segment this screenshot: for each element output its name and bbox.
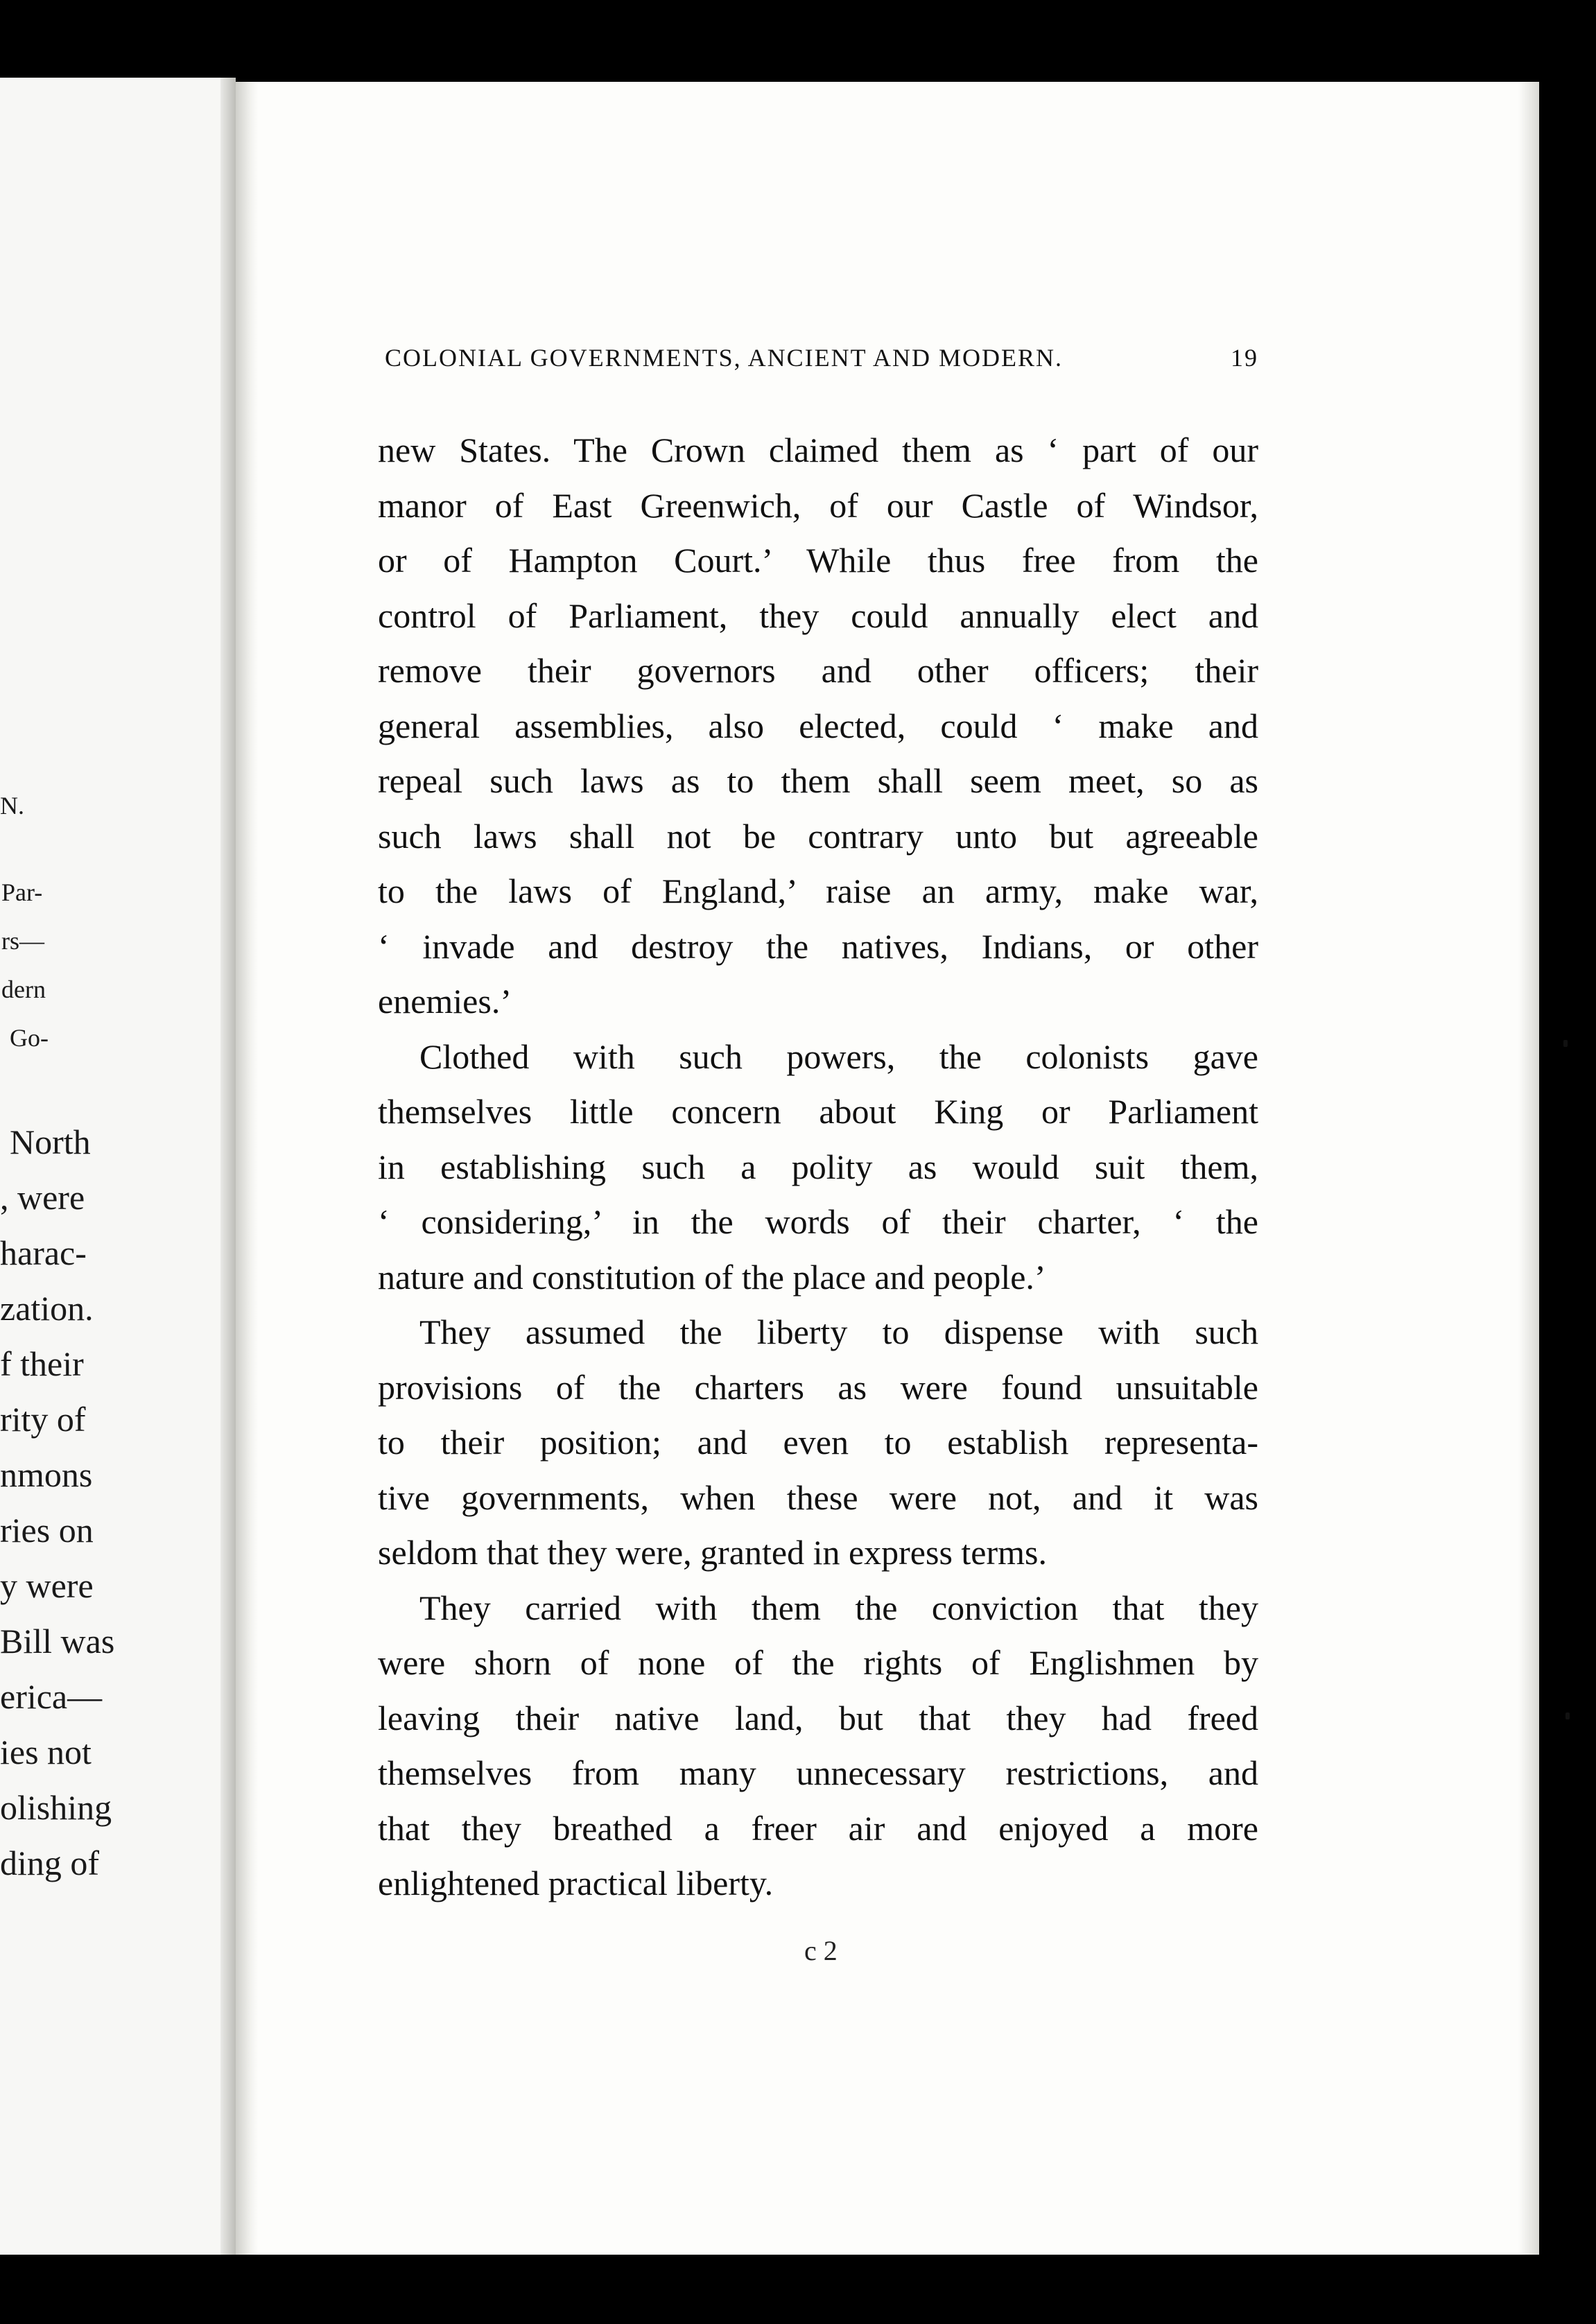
text-line: ‘ invade and destroy the natives, Indians, or other (378, 926, 1258, 966)
page-gutter-shadow (220, 78, 236, 2255)
paragraph (378, 1305, 1258, 1581)
text-line: leaving their native land, but that they had freed (378, 1698, 1258, 1737)
text-line: enlightened practical liberty. (378, 1864, 774, 1902)
facing-fragment: Go- (10, 1024, 49, 1052)
text-line: enemies.’ (378, 982, 512, 1021)
facing-fragment: N. (0, 792, 24, 820)
page-fore-edge (1518, 82, 1539, 2255)
text-line: or of Hampton Court.’ While thus free from the (378, 541, 1258, 580)
paragraph (378, 423, 1258, 1030)
running-head (385, 343, 1258, 372)
text-line: manor of East Greenwich, of our Castle of Windsor, (378, 485, 1258, 525)
facing-fragment: ding of (0, 1844, 100, 1882)
text-line: were shorn of none of the rights of Englishmen by (378, 1643, 1258, 1682)
facing-fragment: Par- (1, 878, 43, 906)
text-line: that they breathed a freer air and enjoyed a more (378, 1808, 1258, 1848)
text-line: themselves from many unnecessary restrictions, and (378, 1753, 1258, 1792)
signature-mark: c 2 (804, 1935, 838, 1966)
text-line: repeal such laws as to them shall seem meet, so as (378, 761, 1258, 800)
text-line: to their position; and even to establish representa- (378, 1423, 1258, 1462)
text-line: themselves little concern about King or Parliament (378, 1092, 1258, 1131)
scan-speck (1563, 1040, 1568, 1047)
text-line: tive governments, when these were not, and it was (378, 1477, 1258, 1517)
facing-fragment: ries on (0, 1511, 94, 1550)
facing-fragment: olishing (0, 1788, 112, 1827)
text-line: general assemblies, also elected, could ‘ make and (378, 706, 1258, 745)
facing-fragment: North (10, 1122, 91, 1161)
text-line: control of Parliament, they could annually elect and (378, 596, 1258, 635)
page-gutter-edge (236, 82, 258, 2255)
facing-fragment: ies not (0, 1733, 92, 1771)
running-title: COLONIAL GOVERNMENTS, ANCIENT AND MODERN. (385, 344, 1063, 372)
page-number: 19 (1231, 344, 1258, 372)
paragraph (378, 1030, 1258, 1306)
text-line: They assumed the liberty to dispense with such (419, 1312, 1258, 1351)
paragraph (378, 1581, 1258, 1911)
text-line: nature and constitution of the place and people.’ (378, 1257, 1046, 1297)
text-line: to the laws of England,’ raise an army, make war, (378, 872, 1258, 910)
facing-fragment: rs— (1, 927, 44, 955)
text-line: provisions of the charters as were found unsuitable (378, 1367, 1258, 1407)
text-line: in establishing such a polity as would suit them, (378, 1147, 1258, 1186)
facing-fragment: nmons (0, 1455, 93, 1494)
body-text (378, 423, 1258, 1911)
text-line: remove their governors and other officers; their (378, 651, 1258, 690)
facing-fragment: harac- (0, 1233, 87, 1272)
text-line: seldom that they were, granted in express terms. (378, 1533, 1047, 1572)
facing-fragment: f their (0, 1344, 84, 1383)
text-line: ‘ considering,’ in the words of their charter, ‘ the (378, 1202, 1258, 1241)
facing-page (0, 78, 236, 2255)
text-line: They carried with them the conviction that they (419, 1588, 1258, 1627)
facing-fragment: zation. (0, 1289, 94, 1328)
scan-speck (1565, 1712, 1570, 1719)
facing-fragment: , were (0, 1178, 85, 1217)
facing-fragment: rity of (0, 1400, 86, 1439)
text-line: such laws shall not be contrary unto but agreeable (378, 816, 1258, 856)
facing-fragment: dern (1, 975, 46, 1003)
text-line: new States. The Crown claimed them as ‘ part of our (378, 431, 1258, 469)
text-line: Clothed with such powers, the colonists gave (419, 1037, 1258, 1076)
facing-fragment: Bill was (0, 1622, 115, 1660)
facing-fragment: erica— (0, 1677, 103, 1716)
facing-fragment: y were (0, 1566, 94, 1605)
